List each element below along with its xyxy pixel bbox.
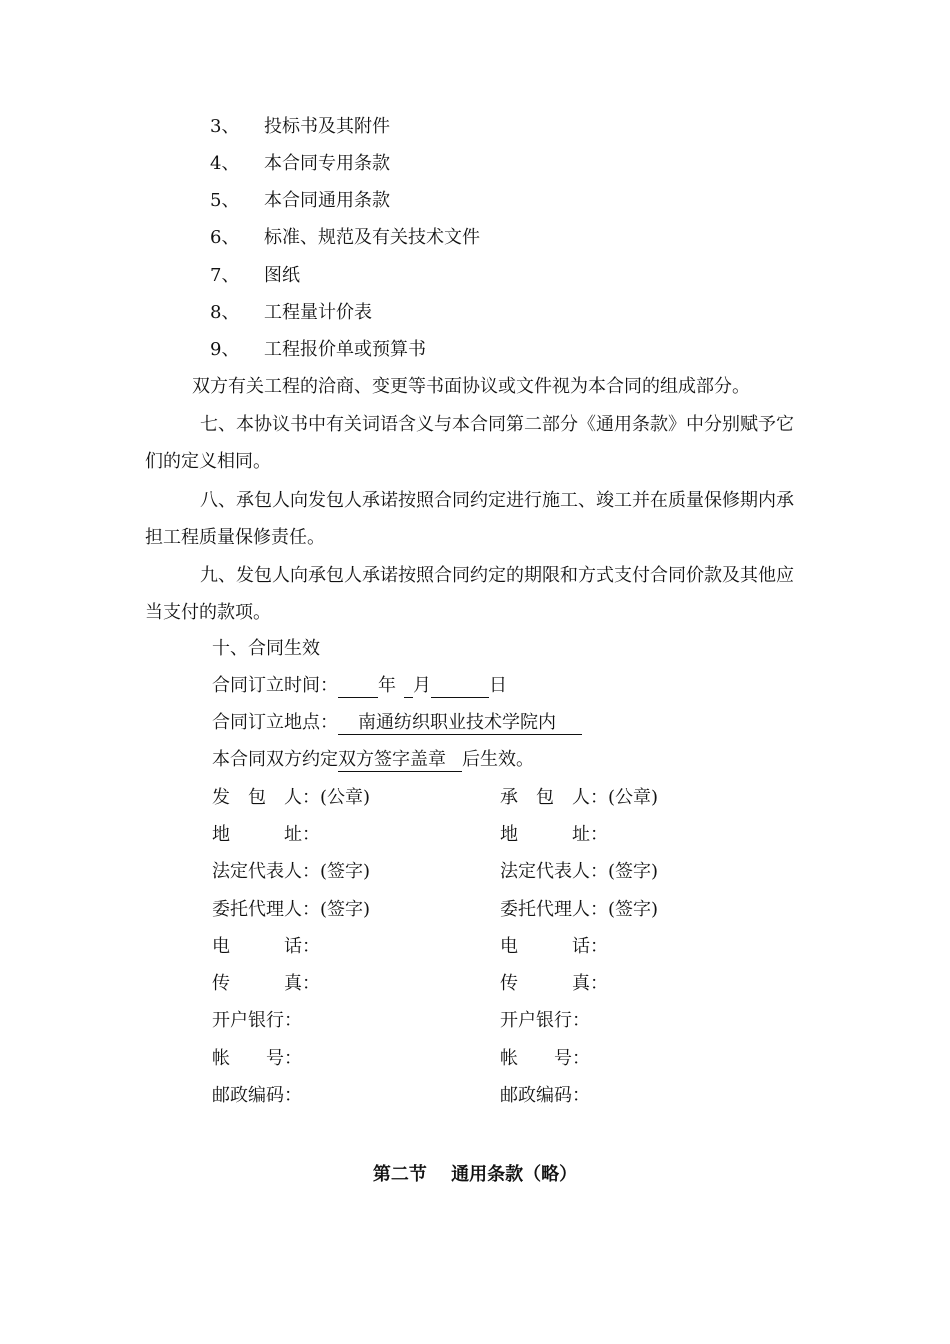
effective-clause-line (212, 748, 534, 772)
list-item-number: 6、 (210, 227, 240, 248)
employer-seal-field: 发 包 人：(公章) (212, 787, 371, 808)
contractor-phone-field: 电 话： (500, 936, 608, 957)
day-label: 日 (489, 675, 507, 696)
list-item (210, 189, 390, 213)
contractor-account-field: 帐 号： (500, 1048, 590, 1069)
list-item-number: 4、 (210, 153, 240, 174)
signing-place-line (212, 711, 582, 735)
employer-phone-field: 电 话： (212, 936, 320, 957)
list-item-text: 本合同通用条款 (264, 190, 390, 211)
list-item-text: 投标书及其附件 (264, 116, 390, 137)
list-item-text: 图纸 (264, 265, 300, 286)
contractor-postcode-field: 邮政编码： (500, 1085, 590, 1106)
list-item-number: 3、 (210, 116, 240, 137)
contractor-agent-field: 委托代理人：(签字) (500, 899, 659, 920)
contractor-seal-field: 承 包 人：(公章) (500, 787, 659, 808)
list-item-number: 7、 (210, 265, 240, 286)
list-item (210, 338, 426, 362)
employer-bank-field: 开户银行： (212, 1010, 302, 1031)
contractor-bank-field: 开户银行： (500, 1010, 590, 1031)
composition-paragraph: 双方有关工程的洽商、变更等书面协议或文件视为本合同的组成部分。 (192, 376, 750, 397)
signing-place-label: 合同订立地点： (212, 712, 338, 733)
list-item (210, 152, 390, 176)
clause-nine-paragraph: 九、发包人向承包人承诺按照合同约定的期限和方式支付合同价款及其他应当支付的款项。 (145, 565, 794, 623)
employer-account-field: 帐 号： (212, 1048, 302, 1069)
contractor-address-field: 地 址： (500, 824, 608, 845)
list-item (210, 115, 390, 139)
section-heading: 第二节 通用条款（略） (372, 1164, 578, 1185)
month-blank (404, 675, 413, 698)
list-item-number: 5、 (210, 190, 240, 211)
contractor-legal-rep-field: 法定代表人：(签字) (500, 861, 659, 882)
list-item (210, 226, 480, 250)
employer-legal-rep-field: 法定代表人：(签字) (212, 861, 371, 882)
contractor-fax-field: 传 真： (500, 973, 608, 994)
employer-postcode-field: 邮政编码： (212, 1085, 302, 1106)
month-label: 月 (413, 675, 431, 696)
employer-address-field: 地 址： (212, 824, 320, 845)
effective-clause-prefix: 本合同双方约定 (212, 749, 338, 770)
list-item (210, 301, 372, 325)
signing-date-label: 合同订立时间： (212, 675, 338, 696)
effective-clause-value: 双方签字盖章 (338, 749, 462, 772)
list-item-number: 8、 (210, 302, 240, 323)
year-blank (338, 675, 378, 698)
employer-fax-field: 传 真： (212, 973, 320, 994)
clause-seven-paragraph: 七、本协议书中有关词语含义与本合同第二部分《通用条款》中分别赋予它们的定义相同。 (145, 414, 794, 472)
signing-place-value: 南通纺织职业技术学院内 (338, 712, 582, 735)
list-item (210, 264, 300, 288)
clause-eight-paragraph: 八、承包人向发包人承诺按照合同约定进行施工、竣工并在质量保修期内承担工程质量保修责任。 (145, 490, 794, 548)
list-item-number: 9、 (210, 339, 240, 360)
effective-clause-suffix: 后生效。 (462, 749, 534, 770)
year-label: 年 (378, 675, 396, 696)
employer-agent-field: 委托代理人：(签字) (212, 899, 371, 920)
list-item-text: 工程报价单或预算书 (264, 339, 426, 360)
signing-date-line (212, 674, 507, 698)
list-item-text: 本合同专用条款 (264, 153, 390, 174)
list-item-text: 工程量计价表 (264, 302, 372, 323)
list-item-text: 标准、规范及有关技术文件 (264, 227, 480, 248)
day-blank (431, 675, 489, 698)
effective-heading: 十、合同生效 (212, 638, 320, 659)
